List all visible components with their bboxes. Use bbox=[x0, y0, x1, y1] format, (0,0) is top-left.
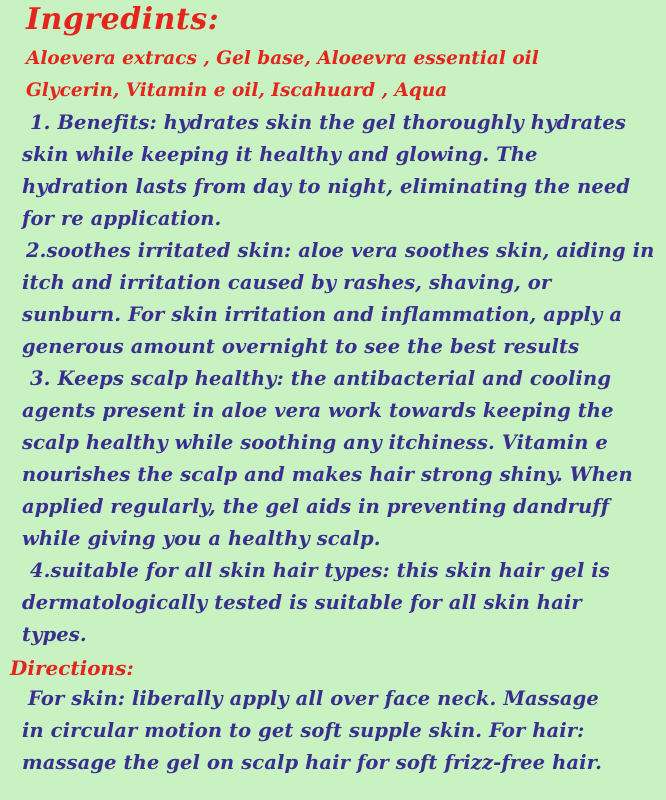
benefit-1-line: skin while keeping it healthy and glowing. The bbox=[22, 143, 538, 166]
directions-line: massage the gel on scalp hair for soft frizz-free hair. bbox=[22, 751, 603, 774]
benefit-2-line: itch and irritation caused by rashes, shaving, or bbox=[22, 271, 552, 294]
benefit-1-line: 1. Benefits: hydrates skin the gel thoroughly hydrates bbox=[30, 111, 626, 134]
benefit-4-line: dermatologically tested is suitable for all skin hair bbox=[22, 591, 582, 614]
benefit-2-line: generous amount overnight to see the best results bbox=[22, 335, 580, 358]
benefit-4-line: 4.suitable for all skin hair types: this skin hair gel is bbox=[30, 559, 610, 582]
benefit-2-line: 2.soothes irritated skin: aloe vera soothes skin, aiding in bbox=[26, 239, 655, 262]
benefit-3-line: 3. Keeps scalp healthy: the antibacterial and cooling bbox=[30, 367, 612, 390]
directions-line: in circular motion to get soft supple skin. For hair: bbox=[22, 719, 585, 742]
benefit-2-line: sunburn. For skin irritation and inflammation, apply a bbox=[22, 303, 623, 326]
benefit-4-line: types. bbox=[22, 623, 87, 646]
benefit-1-line: hydration lasts from day to night, eliminating the need bbox=[22, 175, 631, 198]
benefit-3-line: nourishes the scalp and makes hair strong shiny. When bbox=[22, 463, 633, 486]
ingredients-line: Glycerin, Vitamin e oil, Iscahuard , Aqua bbox=[26, 80, 448, 101]
directions-line: For skin: liberally apply all over face neck. Massage bbox=[28, 687, 599, 710]
benefit-3-line: applied regularly, the gel aids in preventing dandruff bbox=[22, 495, 610, 518]
benefit-3-line: while giving you a healthy scalp. bbox=[22, 527, 381, 550]
ingredients-heading: Ingredints: bbox=[26, 2, 220, 37]
benefit-3-line: scalp healthy while soothing any itchiness. Vitamin e bbox=[22, 431, 608, 454]
directions-heading: Directions: bbox=[10, 656, 134, 680]
benefit-1-line: for re application. bbox=[22, 207, 222, 230]
benefit-3-line: agents present in aloe vera work towards keeping the bbox=[22, 399, 614, 422]
ingredients-line: Aloevera extracs , Gel base, Aloeevra essential oil bbox=[26, 48, 539, 69]
